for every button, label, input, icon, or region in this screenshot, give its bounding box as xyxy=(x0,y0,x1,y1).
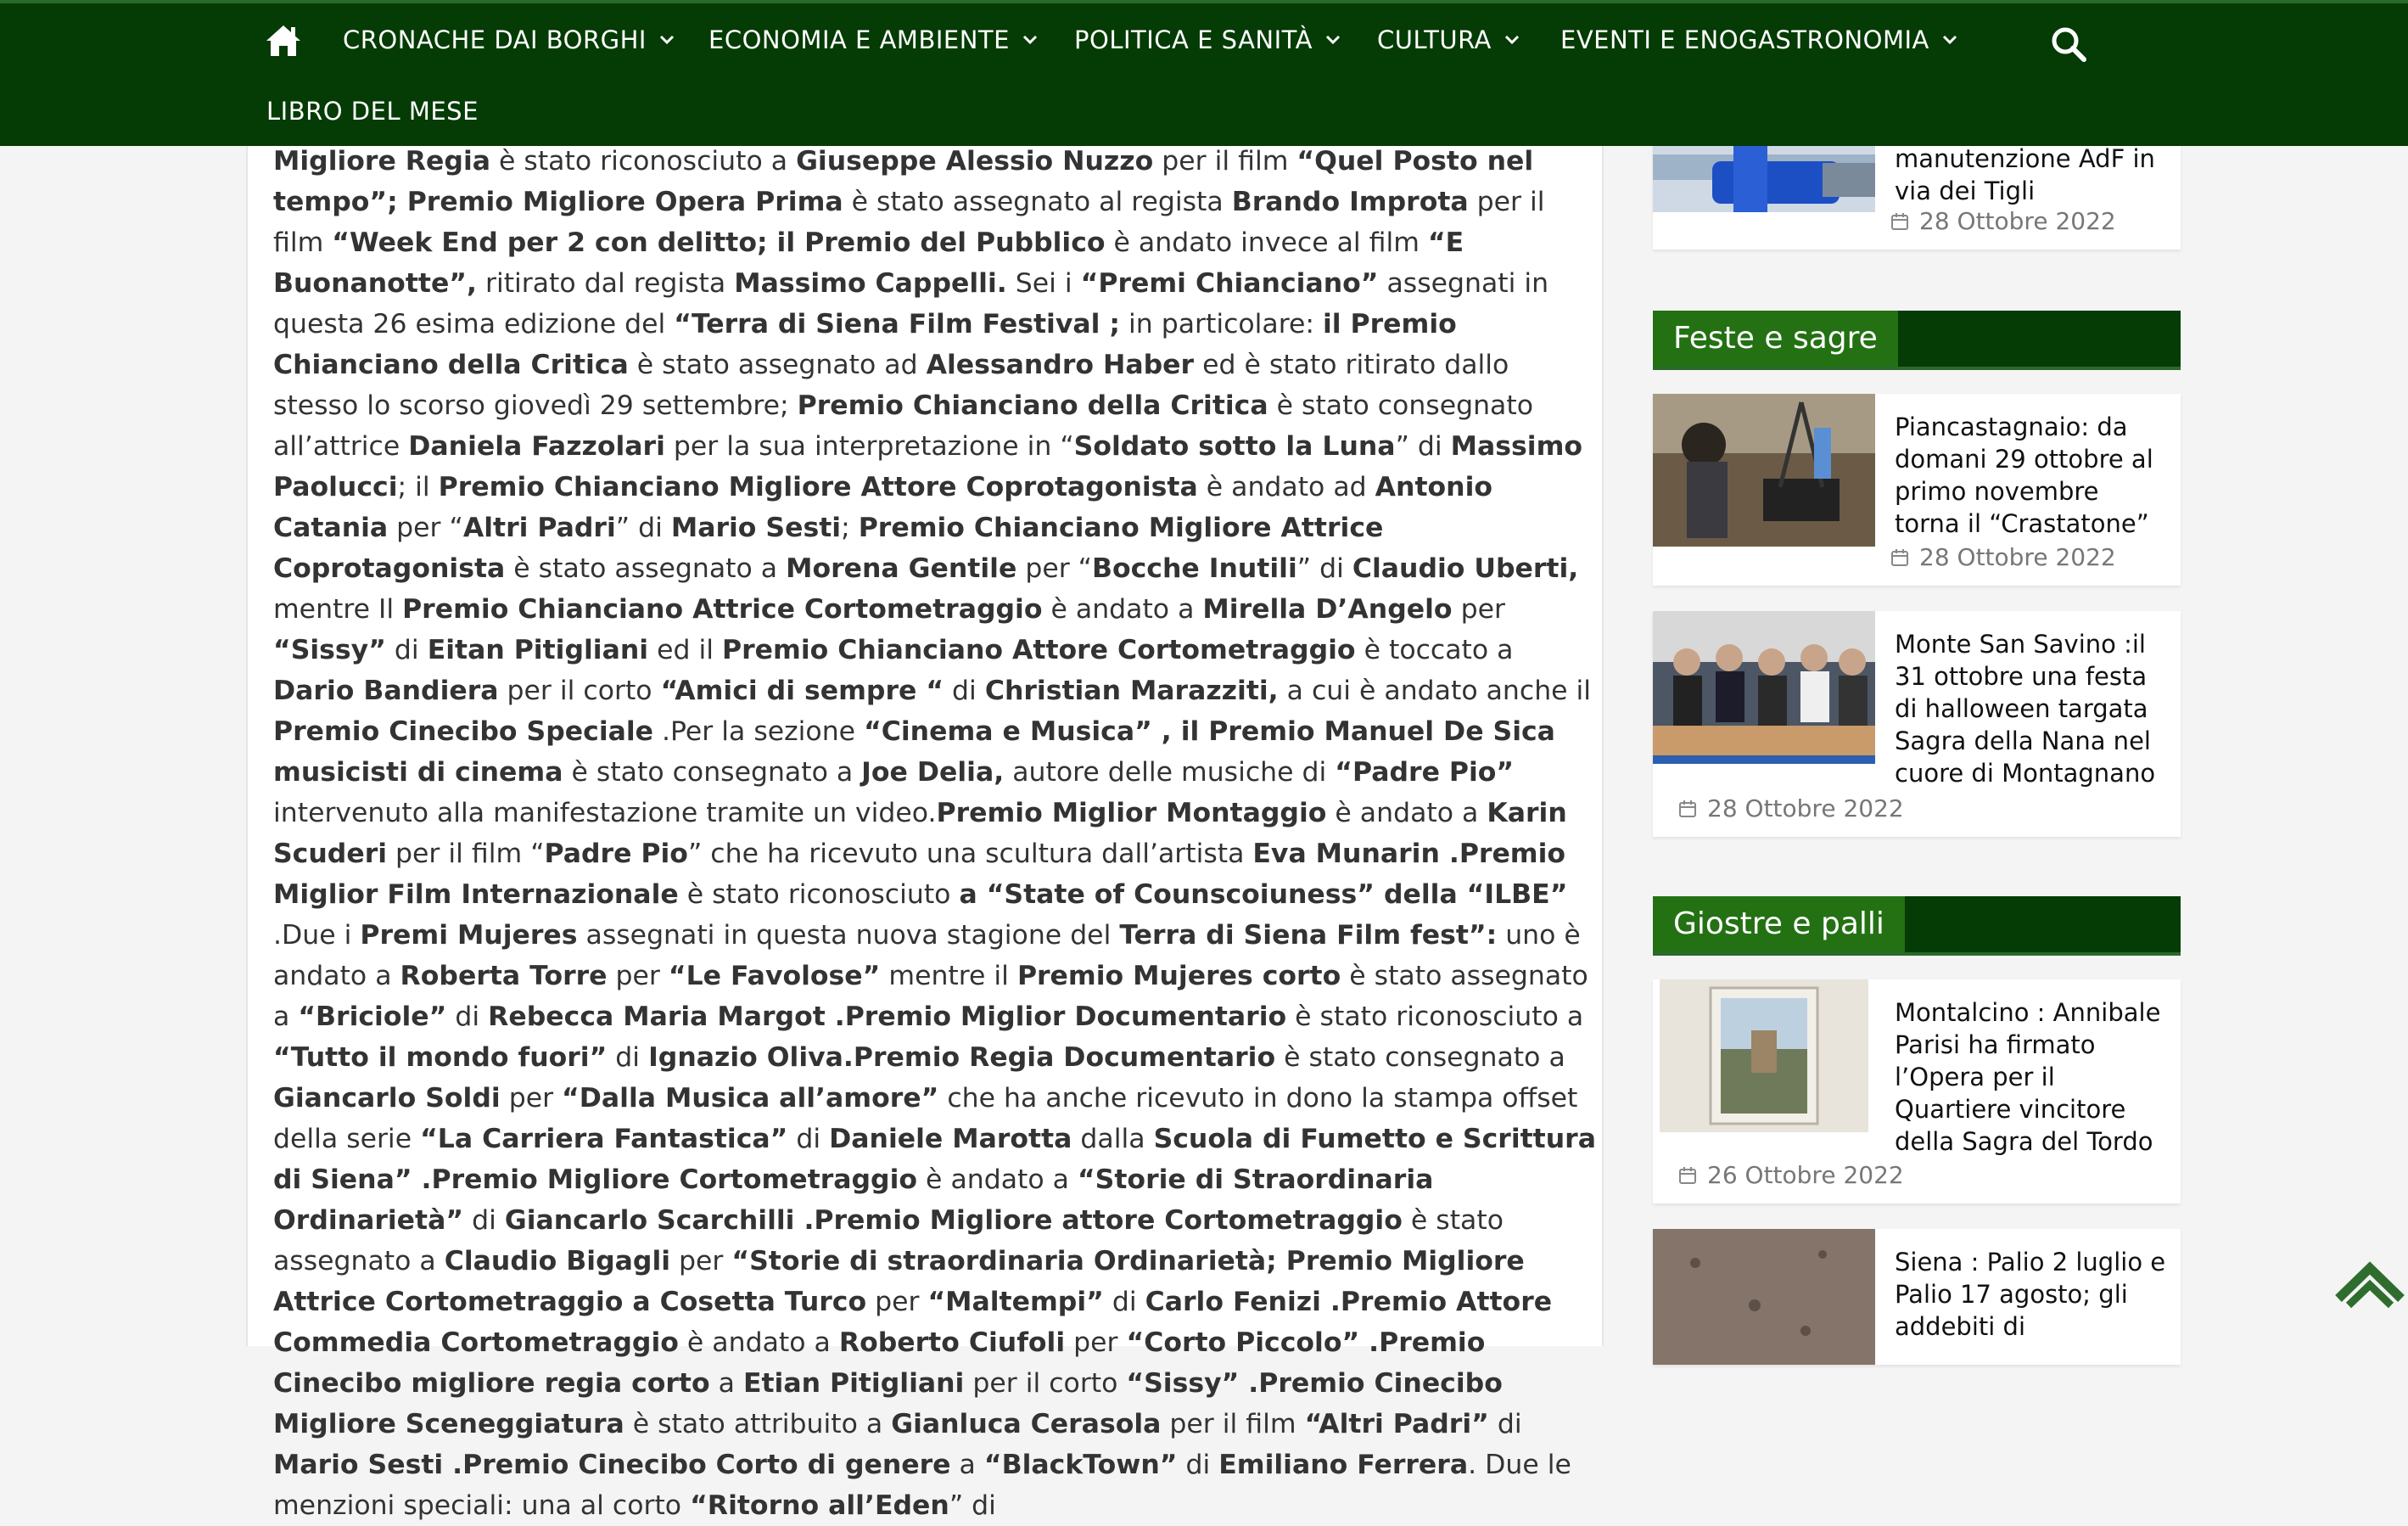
article-bold-text: Bocche Inutili xyxy=(1091,553,1297,584)
article-bold-text: Eitan Pitigliani xyxy=(427,635,649,665)
article-text-run: di xyxy=(1488,1409,1522,1439)
article-text-run: per xyxy=(1065,1327,1127,1358)
article-bold-text: Premio Chianciano Migliore Attrice Coprotagonista xyxy=(273,513,1384,584)
article-text-run: ” di xyxy=(1395,431,1451,462)
article-bold-text: Roberto Ciufoli xyxy=(838,1327,1066,1358)
article-bold-text: Giuseppe Alessio Nuzzo xyxy=(796,146,1154,177)
post-thumbnail[interactable] xyxy=(1660,979,1868,1132)
article-bold-text: Morena Gentile xyxy=(786,553,1017,584)
article-text-run: ritirato dal regista xyxy=(476,268,735,299)
widget-heading-giostre xyxy=(1653,896,2181,956)
article-text-run: per xyxy=(670,1246,732,1276)
article-bold-text: “La Carriera Fantastica” xyxy=(420,1124,788,1154)
article-text-run: è andato a xyxy=(1042,594,1203,625)
article-bold-text: “Sissy” .Premio Cinecibo Migliore Sceneggiatura xyxy=(273,1368,1503,1439)
article-bold-text: “Dalla Musica all’amore” xyxy=(562,1083,939,1114)
article-bold-text: Claudio Bigagli xyxy=(444,1246,671,1276)
article-bold-text: Scuola di Fumetto e Scrittura di Siena” .Premio Migliore Cortometraggio xyxy=(273,1124,1596,1195)
article-text-run: è andato a xyxy=(1326,798,1487,828)
main-navigation xyxy=(0,0,2408,146)
article-text-run: per “ xyxy=(1016,553,1092,584)
sidebar-post-card[interactable] xyxy=(1653,979,2181,1203)
article-text-run: per “ xyxy=(388,513,463,543)
article-text-run: è stato riconosciuto a xyxy=(1286,1001,1584,1032)
article-text-run: per xyxy=(866,1287,928,1317)
article-text-run: ” che ha ricevuto una scultura dall’artista xyxy=(687,839,1253,869)
sidebar-post-card[interactable] xyxy=(1653,146,2181,250)
article-bold-text: “Cinema e Musica” , il Premio Manuel De Sica musicisti di cinema xyxy=(273,716,1555,788)
post-thumbnail[interactable] xyxy=(1653,146,1875,212)
post-title[interactable]: Siena : Palio 2 luglio e Palio 17 agosto; gli addebiti di xyxy=(1895,1248,2166,1341)
article-bold-text: “Briciole” xyxy=(298,1001,447,1032)
article-bold-text: Antonio Catania xyxy=(273,472,1493,543)
article-bold-text: Karin Scuderi xyxy=(273,798,1567,869)
nav-item-libro-del-mese[interactable] xyxy=(266,97,479,126)
article-text-run: mentre Il xyxy=(273,594,403,625)
sidebar-post-card[interactable] xyxy=(1653,1229,2181,1365)
nav-item-economia[interactable] xyxy=(708,25,1039,54)
widget-heading-feste xyxy=(1653,311,2181,370)
article-bold-text: Carlo Fenizi .Premio Attore Commedia Cortometraggio xyxy=(273,1287,1553,1358)
nav-item-label: CULTURA xyxy=(1377,25,1492,54)
palio-ground-photo xyxy=(1653,1229,1875,1365)
article-text-run: è stato riconosciuto xyxy=(678,879,960,910)
article-text-run: a xyxy=(950,1450,984,1480)
article-bold-text: Joe Delia, xyxy=(861,757,1005,788)
post-date xyxy=(1678,1161,1904,1189)
home-icon[interactable] xyxy=(263,20,304,61)
post-thumbnail[interactable] xyxy=(1653,1229,1875,1365)
article-text-run: di xyxy=(607,1042,649,1073)
article-bold-text: “E Buonanotte”, xyxy=(273,227,1464,299)
article-text-run: per xyxy=(1452,594,1505,625)
article-text-run: ” di xyxy=(615,513,671,543)
nav-item-cronache[interactable] xyxy=(343,25,675,54)
article-bold-text: Altri Padri xyxy=(462,513,616,543)
article-bold-text: “Week End per 2 con delitto; il Premio del Pubblico xyxy=(332,227,1106,258)
article-text-run: ed il xyxy=(648,635,723,665)
article-text-run: Sei i xyxy=(1006,268,1081,299)
article-text-run: ” di xyxy=(949,1490,996,1521)
nav-item-politica[interactable] xyxy=(1074,25,1341,54)
article-text-run: è stato assegnato ad xyxy=(628,350,927,380)
article-text-run: intervenuto alla manifestazione tramite un video. xyxy=(273,798,937,828)
article-bold-text: Premio Chianciano Attore Cortometraggio xyxy=(722,635,1356,665)
nav-item-label: POLITICA E SANITÀ xyxy=(1074,25,1313,54)
article-bold-text: il Premio Chianciano della Critica xyxy=(273,309,1457,380)
article-text-run: autore delle musiche di xyxy=(1004,757,1336,788)
article-text-run: è stato assegnato a xyxy=(273,961,1588,1032)
article-text-run: ed è stato ritirato dallo stesso lo scorso giovedì 29 settembre; xyxy=(273,350,1509,421)
article-text-run: uno è andato a xyxy=(273,920,1581,991)
article-bold-text: Brando Improta xyxy=(1231,187,1469,217)
article-text-run: è andato ad xyxy=(1197,472,1375,502)
article-bold-text: Terra di Siena Film fest”: xyxy=(1119,920,1498,951)
chevron-down-icon xyxy=(1022,34,1039,46)
article-text-run: è stato consegnato a xyxy=(1275,1042,1565,1073)
article-text-run: per il film xyxy=(273,187,1545,258)
article-text-run: ” di xyxy=(1296,553,1352,584)
article-text-run: ; il xyxy=(397,472,439,502)
article-text-run: per il film xyxy=(1153,146,1297,177)
widget-heading-label[interactable]: Giostre e palli xyxy=(1653,896,1905,952)
article-bold-text: Premio Chianciano della Critica xyxy=(797,390,1268,421)
article-text-run: è stato assegnato a xyxy=(273,1205,1504,1276)
article-text-run: di xyxy=(1177,1450,1219,1480)
article-text-run: .Due i xyxy=(273,920,361,951)
article-bold-text: Eva Munarin .Premio Miglior Film Internazionale xyxy=(273,839,1566,910)
article-text-run: è andato invece al film xyxy=(1105,227,1428,258)
article-bold-text: Mirella D’Angelo xyxy=(1202,594,1453,625)
article-bold-text: Migliore Regia xyxy=(273,146,491,177)
nav-item-cultura[interactable] xyxy=(1377,25,1520,54)
article-text-run: assegnati in questa 26 esima edizione del xyxy=(273,268,1549,339)
artwork-photo xyxy=(1660,979,1868,1132)
article-bold-text: Gianluca Cerasola xyxy=(891,1409,1162,1439)
article-text-run: è andato a xyxy=(678,1327,839,1358)
nav-item-label: LIBRO DEL MESE xyxy=(266,97,479,126)
article-bold-text: Etian Pitigliani xyxy=(742,1368,965,1399)
article-bold-text: “Premi Chianciano” xyxy=(1080,268,1379,299)
article-bold-text: Alessandro Haber xyxy=(926,350,1195,380)
article-bold-text: Daniela Fazzolari xyxy=(408,431,665,462)
article-text-run: per il corto xyxy=(498,676,661,706)
article-text-run: .Per la sezione xyxy=(653,716,865,747)
article-bold-text: “Tutto il mondo fuori” xyxy=(273,1042,608,1073)
chevron-down-icon xyxy=(1941,34,1958,46)
article-text-run: a xyxy=(709,1368,743,1399)
article-body xyxy=(273,141,1597,1526)
article-text-run: è stato consegnato a xyxy=(563,757,862,788)
calendar-icon xyxy=(1678,1166,1697,1185)
post-thumbnail[interactable] xyxy=(1653,394,1875,547)
chevron-up-icon[interactable] xyxy=(2332,1256,2408,1307)
article-text-run: assegnati in questa nuova stagione del xyxy=(577,920,1120,951)
article-text-run: di xyxy=(463,1205,505,1236)
article-text-run: è andato a xyxy=(917,1164,1078,1195)
nav-item-label: EVENTI E ENOGASTRONOMIA xyxy=(1560,25,1929,54)
article-text-run: per xyxy=(607,961,669,991)
calendar-icon xyxy=(1890,212,1909,231)
article-text-run: che ha anche ricevuto in dono la stampa offset della serie xyxy=(273,1083,1578,1154)
article-bold-text: “BlackTown” xyxy=(983,1450,1178,1480)
sidebar-post-card[interactable] xyxy=(1653,611,2181,837)
article-bold-text: Claudio Uberti, xyxy=(1352,553,1579,584)
post-date-text: 28 Ottobre 2022 xyxy=(1707,794,1904,822)
post-date-text: 26 Ottobre 2022 xyxy=(1707,1161,1904,1189)
article-text-run: di xyxy=(944,676,985,706)
article-bold-text: “Padre Pio” xyxy=(1335,757,1515,788)
article-bold-text: Emiliano Ferrera xyxy=(1218,1450,1469,1480)
article-bold-text: Rebecca Maria Margot .Premio Miglior Documentario xyxy=(488,1001,1287,1032)
article-bold-text: Premio Cinecibo Speciale xyxy=(273,716,654,747)
article-bold-text: “Altri Padri” xyxy=(1304,1409,1489,1439)
article-text-run: ; xyxy=(841,513,859,543)
article-bold-text: Premio Mujeres corto xyxy=(1016,961,1341,991)
article-text-run: è stato assegnato al regista xyxy=(843,187,1232,217)
article-bold-text: “Terra di Siena Film Festival ; xyxy=(674,309,1120,339)
post-title[interactable]: manutenzione AdF in via dei Tigli xyxy=(1895,144,2155,205)
article-bold-text: Mario Sesti .Premio Cinecibo Corto di genere xyxy=(273,1450,951,1480)
post-date xyxy=(1678,794,1904,822)
article-bold-text: Massimo Cappelli. xyxy=(734,268,1007,299)
article-bold-text: “Storie di Straordinaria Ordinarietà” xyxy=(273,1164,1434,1236)
article-content xyxy=(246,146,1604,1521)
article-text-run: è stato consegnato all’attrice xyxy=(273,390,1533,462)
article-text-run: . Due le menzioni speciali: una al corto xyxy=(273,1450,1571,1521)
post-date-text: 28 Ottobre 2022 xyxy=(1919,543,2116,571)
article-text-run: per xyxy=(500,1083,563,1114)
article-bold-text: Soldato sotto la Luna xyxy=(1073,431,1396,462)
article-bold-text: Dario Bandiera xyxy=(273,676,499,706)
article-bold-text: Mario Sesti xyxy=(670,513,842,543)
article-bold-text: “Le Favolose” xyxy=(668,961,881,991)
post-date-text: 28 Ottobre 2022 xyxy=(1919,207,2116,235)
article-text-run: è stato riconosciuto a xyxy=(490,146,797,177)
article-text-run: in particolare: xyxy=(1119,309,1323,339)
article-bold-text: “Maltempi” xyxy=(927,1287,1104,1317)
article-bold-text: Giancarlo Soldi xyxy=(273,1083,501,1114)
group-photo xyxy=(1653,611,1875,764)
article-bold-text: Christian Marazziti, xyxy=(984,676,1279,706)
article-bold-text: Padre Pio xyxy=(544,839,688,869)
calendar-icon xyxy=(1890,548,1909,567)
chevron-down-icon xyxy=(1504,34,1520,46)
article-text-run: per la sua interpretazione in “ xyxy=(664,431,1074,462)
article-text-run: di xyxy=(787,1124,830,1154)
article-text-run: è stato attribuito a xyxy=(624,1409,892,1439)
article-bold-text: “Ritorno all’Eden xyxy=(690,1490,949,1521)
post-title[interactable]: Piancastagnaio: da domani 29 ottobre al primo novembre torna il “Crastatone” xyxy=(1895,412,2153,538)
article-bold-text: Ignazio Oliva.Premio Regia Documentario xyxy=(648,1042,1276,1073)
sidebar xyxy=(1653,146,2181,1346)
article-text-run: è stato assegnato a xyxy=(505,553,787,584)
article-text-run: per il corto xyxy=(964,1368,1127,1399)
article-bold-text: “Corto Piccolo” .Premio Cinecibo migliore regia corto xyxy=(273,1327,1486,1399)
festival-photo xyxy=(1653,394,1875,547)
article-bold-text: Giancarlo Scarchilli .Premio Migliore attore Cortometraggio xyxy=(504,1205,1403,1236)
article-text-run: a cui è andato anche il xyxy=(1278,676,1592,706)
article-bold-text: a “State of Counscoiuness” della “ILBE” xyxy=(959,879,1568,910)
article-text-run: per il film xyxy=(1161,1409,1305,1439)
article-bold-text: “Sissy” xyxy=(273,635,386,665)
article-bold-text: Roberta Torre xyxy=(400,961,608,991)
article-bold-text: Daniele Marotta xyxy=(829,1124,1072,1154)
article-bold-text: Massimo Paolucci xyxy=(273,431,1583,502)
post-title[interactable]: Montalcino : Annibale Parisi ha firmato l’Opera per il Quartiere vincitore della Sagra del Tordo xyxy=(1895,998,2161,1156)
article-bold-text: Premio Chianciano Migliore Attore Coprotagonista xyxy=(438,472,1198,502)
article-text-run: è toccato a xyxy=(1355,635,1514,665)
calendar-icon xyxy=(1678,799,1697,818)
chevron-down-icon xyxy=(658,34,675,46)
nav-item-label: CRONACHE DAI BORGHI xyxy=(343,25,647,54)
chevron-down-icon xyxy=(1324,34,1341,46)
article-text-run: di xyxy=(1103,1287,1145,1317)
article-text-run: di xyxy=(446,1001,489,1032)
article-bold-text: Premio Chianciano Attrice Cortometraggio xyxy=(402,594,1043,625)
post-title[interactable]: Monte San Savino :il 31 ottobre una festa di halloween targata Sagra della Nana nel cuore di Montagnano xyxy=(1895,630,2156,788)
pipe-image xyxy=(1653,146,1875,212)
article-bold-text: Premio Miglior Montaggio xyxy=(936,798,1327,828)
article-bold-text: “Amici di sempre “ xyxy=(660,676,944,706)
nav-item-label: ECONOMIA E AMBIENTE xyxy=(708,25,1010,54)
article-text-run: dalla xyxy=(1072,1124,1154,1154)
sidebar-post-card[interactable] xyxy=(1653,394,2181,586)
article-bold-text: “Quel Posto nel tempo”; Premio Migliore Opera Prima xyxy=(273,146,1534,217)
post-date xyxy=(1890,543,2116,571)
article-bold-text: “Storie di straordinaria Ordinarietà; Premio Migliore Attrice Cortometraggio a Cosetta Turco xyxy=(273,1246,1525,1317)
post-thumbnail[interactable] xyxy=(1653,611,1875,764)
search-icon[interactable] xyxy=(2050,25,2087,63)
nav-item-eventi[interactable] xyxy=(1560,25,1958,54)
article-text-run: mentre il xyxy=(880,961,1017,991)
article-text-run: per il film “ xyxy=(387,839,545,869)
post-date xyxy=(1890,207,2116,235)
widget-heading-label[interactable]: Feste e sagre xyxy=(1653,311,1898,367)
article-bold-text: Premi Mujeres xyxy=(360,920,578,951)
article-text-run: di xyxy=(385,635,428,665)
